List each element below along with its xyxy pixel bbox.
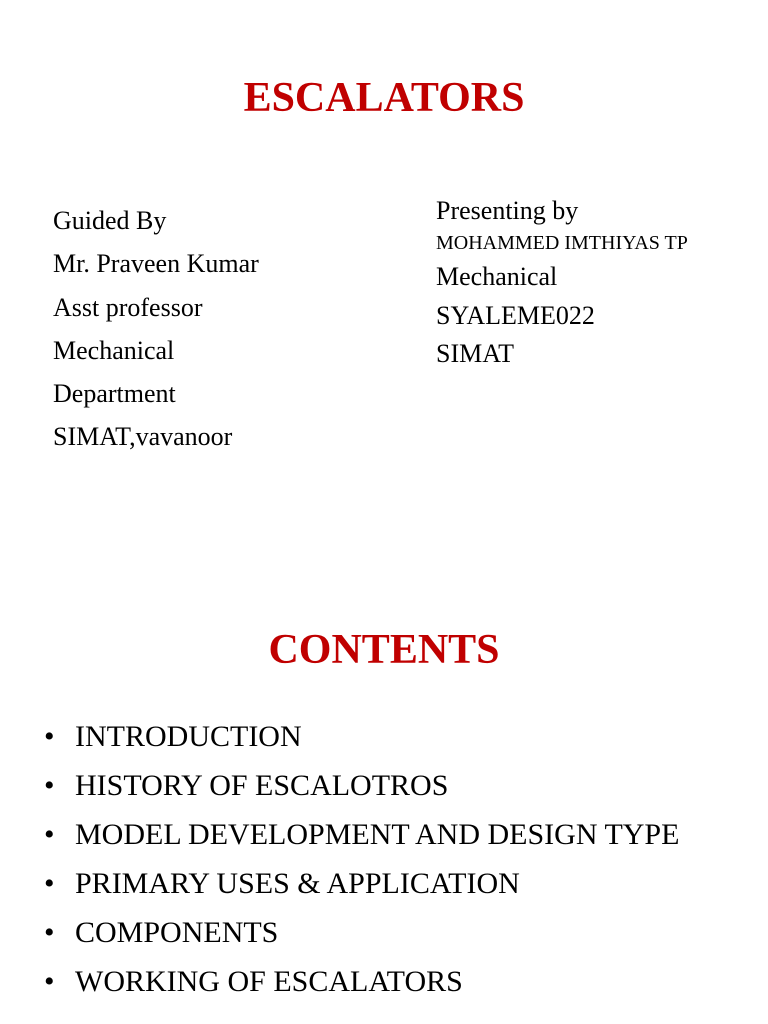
list-item-label: INTRODUCTION (75, 720, 302, 753)
bullet-icon: • (44, 769, 55, 802)
bullet-icon: • (44, 916, 55, 949)
guide-info (53, 199, 259, 459)
presenter-heading: Presenting by (436, 196, 579, 225)
list-item (44, 716, 744, 758)
presenter-reg-number: SYALEME022 (436, 300, 595, 330)
list-item-label: PRIMARY USES & APPLICATION (75, 867, 520, 900)
guide-designation: Asst professor (53, 292, 203, 322)
guide-department-cont: Department (53, 379, 176, 409)
presenter-institution: SIMAT (436, 339, 515, 368)
slide-title: CONTENTS (268, 627, 500, 673)
guide-institution: SIMAT,vavanoor (53, 422, 233, 452)
slide-contents (0, 576, 768, 1024)
list-item (44, 814, 744, 856)
list-item-label: WORKING OF ESCALATORS (75, 965, 463, 998)
guide-department: Mechanical (53, 335, 175, 365)
bullet-icon: • (44, 867, 55, 900)
contents-list (44, 716, 744, 1010)
list-item (44, 765, 744, 807)
bullet-icon: • (44, 965, 55, 998)
list-item-label: MODEL DEVELOPMENT AND DESIGN TYPE (75, 818, 680, 851)
bullet-icon: • (44, 720, 55, 753)
slide-title: ESCALATORS (243, 75, 525, 121)
list-item (44, 961, 744, 1003)
guide-name: Mr. Praveen Kumar (53, 249, 259, 279)
list-item (44, 863, 744, 905)
list-item (44, 912, 744, 954)
presenter-info (436, 193, 736, 374)
guide-heading: Guided By (53, 206, 167, 235)
bullet-icon: • (44, 818, 55, 851)
presenter-department: Mechanical (436, 262, 558, 291)
presenter-name: MOHAMMED IMTHIYAS TP (436, 232, 688, 254)
list-item-label: HISTORY OF ESCALOTROS (75, 769, 449, 802)
list-item-label: COMPONENTS (75, 916, 279, 949)
